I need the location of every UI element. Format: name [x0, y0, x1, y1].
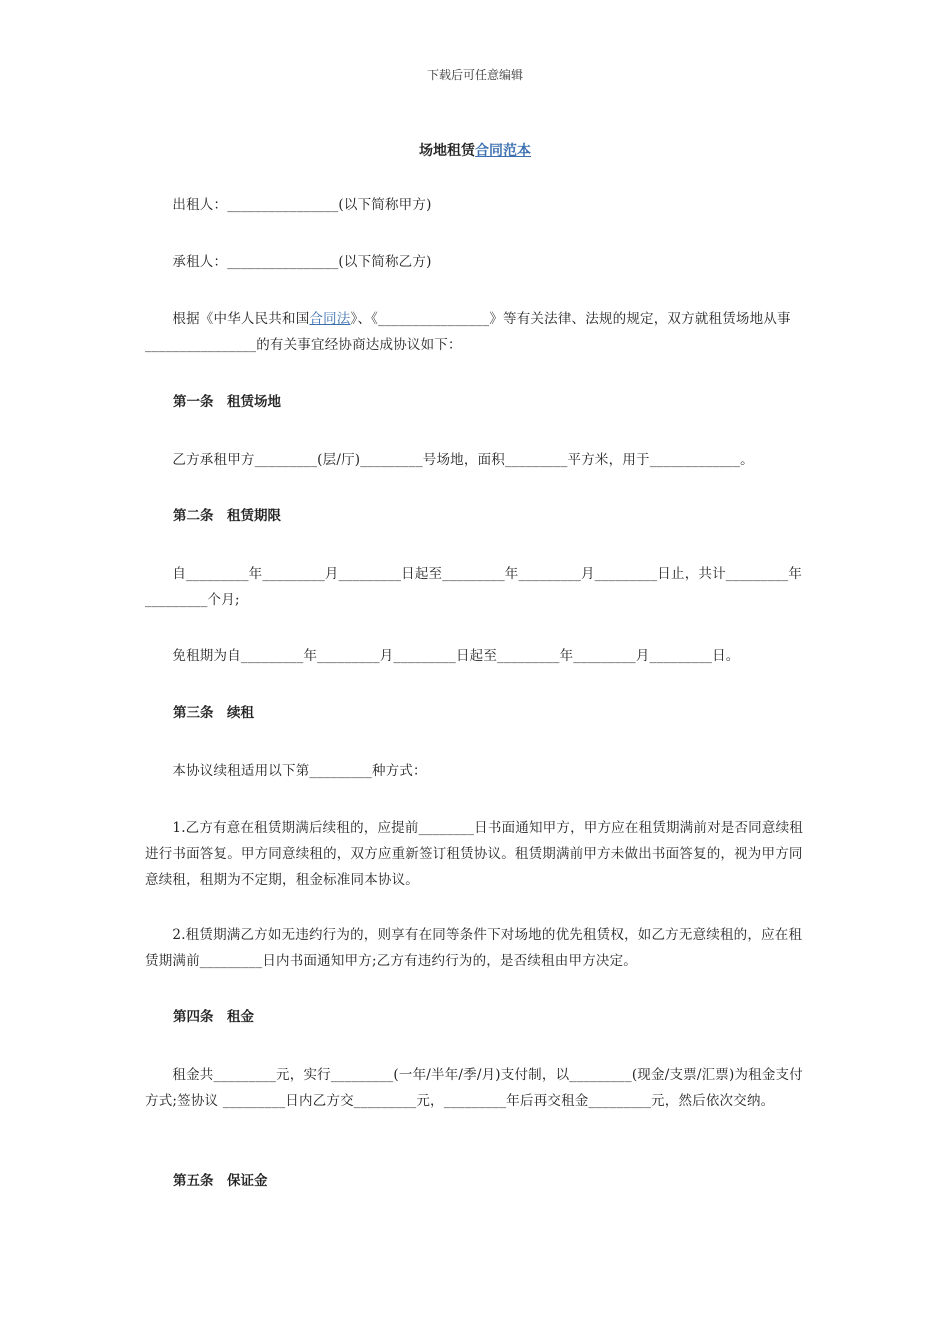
article-3-intro: 本协议续租适用以下第_________种方式：: [145, 763, 427, 779]
title-prefix: 场地租赁: [419, 143, 475, 159]
article-2-free-period: 免租期为自_________年_________月_________日起至_________年_________月_________日。: [145, 648, 740, 664]
article-4-heading: 第四条 租金: [173, 1009, 254, 1025]
article-3-option-2: 2.租赁期满乙方如无违约行为的，则享有在同等条件下对场地的优先租赁权，如乙方无意续租的，应在租赁期满前_________日内书面通知甲方;乙方有违约行为的，是否续租由甲方决定。: [145, 927, 803, 969]
document-title: [0, 140, 950, 160]
article-2-heading: 第二条 租赁期限: [173, 508, 281, 524]
contract-law-link[interactable]: 合同法: [309, 311, 351, 327]
article-4-body: 租金共_________元，实行_________(一年/半年/季/月)支付制，以_________(现金/支票/汇票)为租金支付方式;签协议 _________日内乙方交_________元，_________年后再交租金_________元，然后依次交纳。: [145, 1067, 803, 1109]
article-2-term: 自_________年_________月_________日起至_________年_________月_________日止，共计_________年_________个月;: [145, 566, 803, 608]
preamble-text-1: 根据《中华人民共和国: [145, 311, 310, 327]
article-3-heading: 第三条 续租: [173, 705, 254, 721]
lessor-line: 出租人：________________(以下简称甲方): [145, 197, 432, 213]
article-1-heading: 第一条 租赁场地: [173, 394, 281, 410]
lessee-line: 承租人：________________(以下简称乙方): [145, 254, 432, 270]
preamble-text-2: 》、《________________》等有关法律、法规的规定，双方就租赁场地从事________________的有关事宜经协商达成协议如下：: [145, 311, 791, 353]
article-1-body: 乙方承租甲方_________(层/厅)_________号场地，面积_________平方米，用于_____________。: [145, 452, 754, 468]
header-note: 下载后可任意编辑: [426, 68, 523, 82]
article-3-option-1: 1.乙方有意在租赁期满后续租的，应提前________日书面通知甲方，甲方应在租赁期满前对是否同意续租进行书面答复。甲方同意续租的，双方应重新签订租赁协议。租赁期满前甲方未做出书面答复的，视为甲方同意续租，租期为不定期，租金标准同本协议。: [145, 820, 803, 888]
contract-template-link[interactable]: 合同范本: [475, 143, 531, 159]
article-5-heading: 第五条 保证金: [173, 1173, 268, 1189]
preamble-paragraph: [145, 306, 807, 358]
